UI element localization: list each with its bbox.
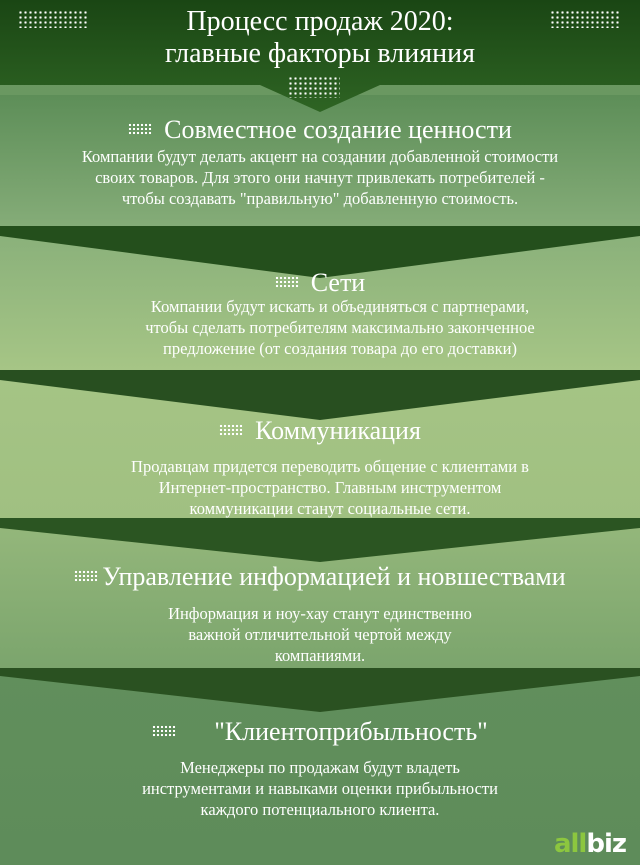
- page-title: [0, 6, 640, 70]
- page-title-line2: главные факторы влияния: [165, 38, 475, 69]
- section-text-networks: Компании будут искать и объединяться с партнерами, чтобы сделать потребителям максимально законченное предложение (от создания товара до его доставки): [145, 297, 535, 358]
- page-title-line1: Процесс продаж 2020:: [186, 6, 454, 37]
- dots-icon: [74, 570, 98, 582]
- section-title-customer-profitability: "Клиентоприбыльность": [0, 717, 640, 747]
- section-title-information-management: Управление информацией и новшествами: [0, 562, 640, 592]
- dots-icon: [219, 424, 243, 436]
- header-dots-bottom: [288, 76, 340, 98]
- allbiz-logo: allbiz: [553, 829, 626, 859]
- dots-icon: [152, 725, 176, 737]
- section-text-communication: Продавцам придется переводить общение с клиентами в Интернет-пространство. Главным инструментом коммуникации станут социальные сети.: [131, 457, 529, 518]
- dots-icon: [128, 123, 152, 135]
- dots-icon: [275, 276, 299, 288]
- section-text-customer-profitability: Менеджеры по продажам будут владеть инструментами и навыками оценки прибыльности каждого потенциального клиента.: [142, 758, 498, 819]
- section-title-communication: Коммуникация: [0, 416, 640, 446]
- section-text-value-cocreation: Компании будут делать акцент на создании добавленной стоимости своих товаров. Для этого они начнут привлекать потребителей - чтобы создавать "правильную" добавленную стоимость.: [81, 147, 559, 208]
- section-title-networks: Сети: [0, 268, 640, 298]
- section-title-value-cocreation: Совместное создание ценности: [0, 115, 640, 145]
- section-text-information-management: Информация и ноу-хау станут единственно важной отличительной чертой между компаниями.: [168, 604, 472, 665]
